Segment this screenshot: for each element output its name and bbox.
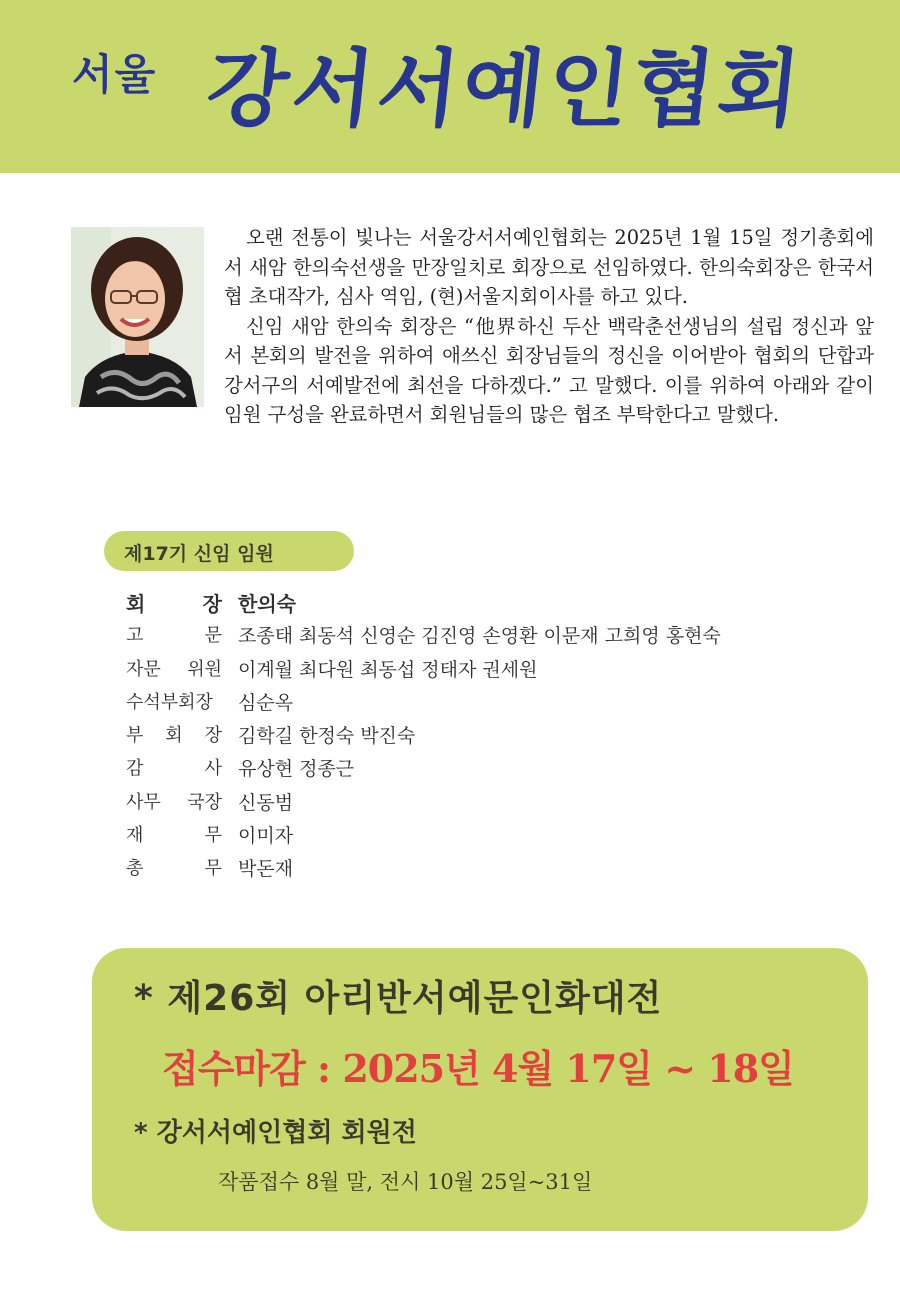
officer-row xyxy=(126,621,846,654)
member-exhibition-text: 강서서예인협회 회원전 xyxy=(156,1118,417,1148)
officer-role: 감 사 xyxy=(126,758,222,780)
photo-spacer xyxy=(74,223,224,401)
officer-names: 유상현 정종근 xyxy=(238,758,355,781)
title-prefix: 서울 xyxy=(72,50,158,99)
officer-role: 총 무 xyxy=(126,858,222,880)
section-label: 제17기 신임 임원 xyxy=(124,543,274,565)
officer-row xyxy=(126,588,846,621)
officer-role: 자문 위원 xyxy=(126,658,222,680)
officer-names: 한의숙 xyxy=(238,592,296,616)
intro-text xyxy=(74,223,874,430)
officer-row xyxy=(126,721,846,754)
officer-names: 조종태 최동석 신영순 김진영 손영환 이문재 고희영 홍현숙 xyxy=(238,625,721,648)
officer-role: 사무 국장 xyxy=(126,791,222,813)
bullet-icon: * xyxy=(134,1118,148,1148)
officer-role: 고 문 xyxy=(126,625,222,647)
officer-role: 재 무 xyxy=(126,825,222,847)
officer-names: 신동범 xyxy=(238,791,294,814)
officer-row xyxy=(126,754,846,787)
event-title-text: 제26회 아리반서예문인화대전 xyxy=(167,978,663,1019)
intro-paragraph-1: 오랜 전통이 빛나는 서울강서서예인협회는 2025년 1월 15일 정기총회에서 새암 한의숙선생을 만장일치로 회장으로 선임하였다. 한의숙회장은 한국서협 초대작가, 심사 역임, (현)서울지회이사를 하고 있다. xyxy=(224,226,874,308)
bullet-icon: * xyxy=(134,978,154,1019)
officer-names: 박돈재 xyxy=(238,858,294,881)
event-title xyxy=(134,970,662,1021)
officer-role: 회 장 xyxy=(126,592,222,616)
officer-row xyxy=(126,788,846,821)
event-notice-box xyxy=(92,948,868,1231)
officer-row xyxy=(126,854,846,887)
officer-role: 부 회 장 xyxy=(126,725,222,747)
officer-names: 김학길 한정숙 박진숙 xyxy=(238,725,416,748)
section-label-badge xyxy=(104,531,354,571)
officer-names: 이미자 xyxy=(238,825,294,848)
submission-deadline: 접수마감 : 2025년 4월 17일 ~ 18일 xyxy=(162,1046,794,1091)
officer-row xyxy=(126,655,846,688)
association-title: 강서서예인협회 xyxy=(202,40,809,138)
officer-names: 이계월 최다원 최동섭 정태자 권세원 xyxy=(238,658,538,681)
officer-list xyxy=(126,588,846,888)
exhibition-schedule: 작품접수 8월 말, 전시 10월 25일~31일 xyxy=(218,1170,593,1194)
header-banner xyxy=(0,0,900,173)
officer-names: 심순옥 xyxy=(238,691,294,714)
officer-row xyxy=(126,821,846,854)
member-exhibition-title xyxy=(134,1112,417,1149)
officer-role: 수석부회장 xyxy=(126,691,213,713)
officer-row xyxy=(126,688,846,721)
intro-paragraph-2: 신임 새암 한의숙 회장은 “他界하신 두산 백락춘선생님의 설립 정신과 앞서 본회의 발전을 위하여 애쓰신 회장님들의 정신을 이어받아 협회의 단합과 강서구의 서예발전에 최선을 다하겠다.” 고 말했다. 이를 위하여 아래와 같이 임원 구성을 완료하면서 회원님들의 많은 협조 부탁한다고 말했다. xyxy=(224,314,874,426)
